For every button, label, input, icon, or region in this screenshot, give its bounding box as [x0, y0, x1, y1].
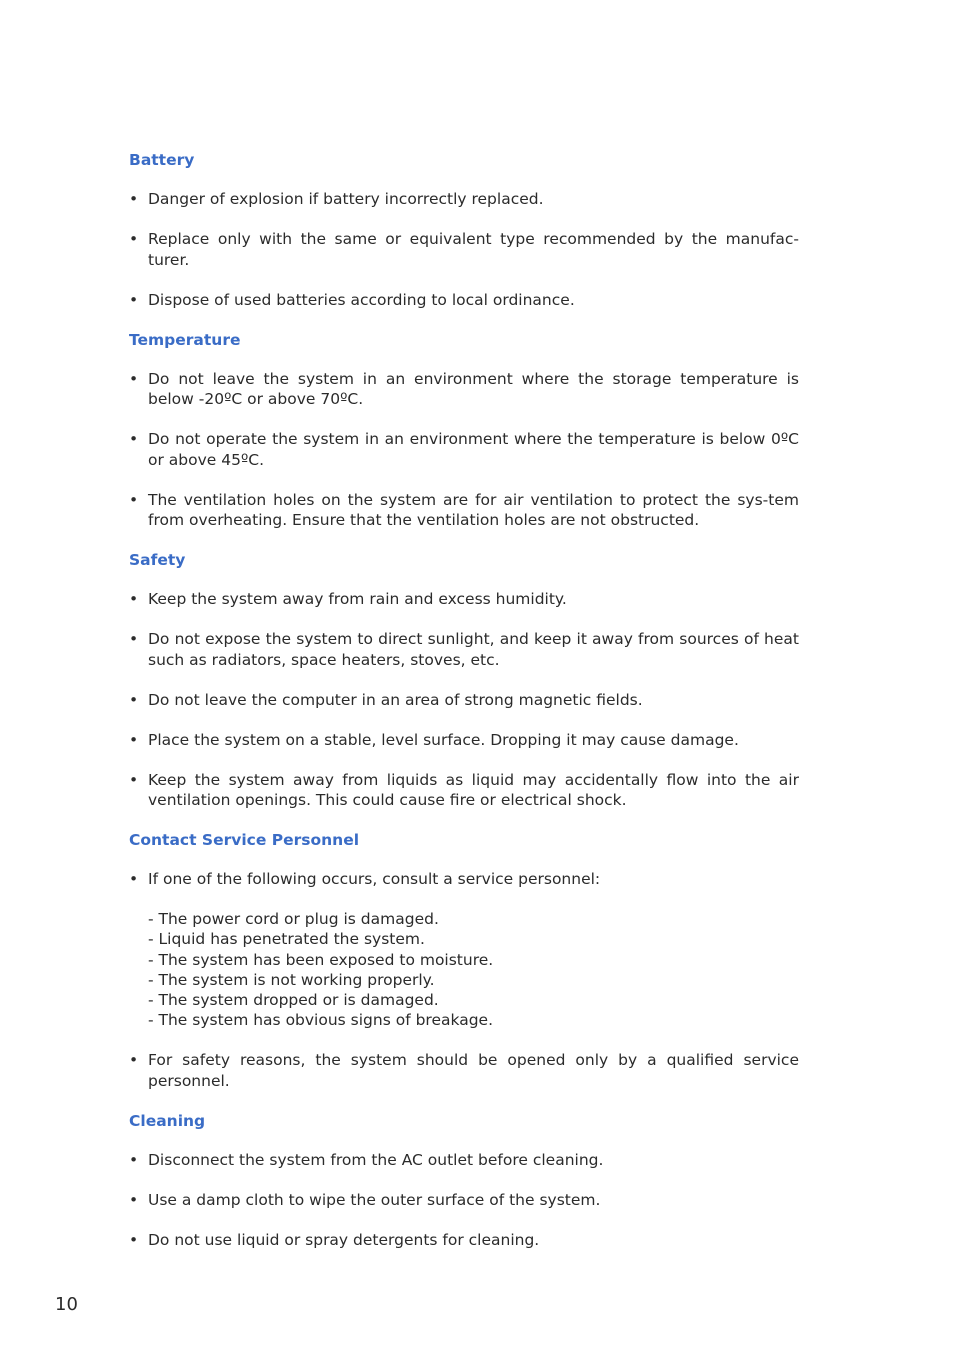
bullet-icon: • — [129, 730, 139, 749]
list-item — [129, 730, 799, 751]
list-item — [129, 189, 799, 210]
bullet-icon: • — [129, 630, 139, 648]
list-item-text: Use a damp cloth to wipe the outer surface of the system. — [148, 1190, 601, 1209]
section-heading-cleaning: Cleaning — [129, 1111, 206, 1130]
sublist-item: - The system is not working properly. — [148, 970, 435, 989]
list-item — [129, 1050, 799, 1091]
list-item — [129, 770, 799, 811]
list-item-text: Keep the system away from liquids as liquid may accidentally flow into the air ventilation openings. This could cause fire or electrical shock. — [148, 770, 799, 809]
bullet-icon: • — [129, 490, 139, 509]
bullet-icon: • — [129, 190, 139, 208]
list-item-text: Do not leave the system in an environment where the storage temperature is below -20ºC or above 70ºC. — [148, 369, 799, 408]
bullet-icon: • — [129, 430, 139, 448]
list-item — [129, 589, 799, 610]
list-item — [129, 690, 799, 711]
list-item — [129, 1190, 799, 1211]
list-item-text: If one of the following occurs, consult a service personnel: — [148, 870, 601, 888]
bullet-icon: • — [129, 1051, 139, 1070]
sublist-item: - Liquid has penetrated the system. — [148, 930, 425, 949]
cleaning-list — [129, 1150, 799, 1251]
service-conditions-sublist — [148, 909, 799, 1031]
list-item — [129, 369, 799, 410]
list-item — [129, 1150, 799, 1171]
safety-content — [129, 150, 799, 1270]
bullet-icon: • — [129, 870, 139, 888]
sublist-item: - The system has obvious signs of breakage. — [148, 1011, 493, 1030]
bullet-icon: • — [129, 230, 139, 248]
sublist-item: - The power cord or plug is damaged. — [148, 910, 439, 928]
safety-list — [129, 589, 799, 811]
list-item-text: Do not leave the computer in an area of strong magnetic fields. — [148, 690, 643, 709]
bullet-icon: • — [129, 290, 139, 309]
list-item — [129, 629, 799, 670]
list-item-text: Keep the system away from rain and excess humidity. — [148, 590, 567, 608]
sublist-item: - The system dropped or is damaged. — [148, 991, 439, 1010]
list-item-text: Do not expose the system to direct sunlight, and keep it away from sources of heat such as radiators, space heaters, stoves, etc. — [148, 630, 799, 669]
battery-list — [129, 189, 799, 310]
list-item — [129, 1230, 799, 1251]
list-item-text: Dispose of used batteries according to local ordinance. — [148, 290, 575, 309]
list-item — [129, 429, 799, 470]
list-item — [129, 290, 799, 311]
list-item — [129, 869, 799, 1031]
bullet-icon: • — [129, 590, 139, 608]
list-item-text: Do not operate the system in an environment where the temperature is below 0ºC or above 45ºC. — [148, 430, 799, 469]
section-heading-safety: Safety — [129, 551, 186, 569]
bullet-icon: • — [129, 1150, 139, 1169]
section-heading-temperature: Temperature — [129, 330, 241, 349]
list-item-text: Replace only with the same or equivalent type recommended by the manufac-turer. — [148, 230, 799, 269]
bullet-icon: • — [129, 770, 139, 789]
sublist-item: - The system has been exposed to moisture. — [148, 950, 494, 969]
bullet-icon: • — [129, 369, 139, 388]
list-item — [129, 229, 799, 270]
section-heading-battery: Battery — [129, 151, 195, 169]
section-heading-contact-service: Contact Service Personnel — [129, 831, 360, 849]
list-item-text: Disconnect the system from the AC outlet before cleaning. — [148, 1150, 604, 1169]
page-number: 10 — [55, 1294, 78, 1315]
list-item-text: For safety reasons, the system should be opened only by a qualified service personnel. — [148, 1051, 799, 1090]
list-item-text: Danger of explosion if battery incorrectly replaced. — [148, 190, 544, 208]
list-item — [129, 490, 799, 531]
temperature-list — [129, 369, 799, 531]
bullet-icon: • — [129, 1230, 139, 1249]
contact-service-list — [129, 869, 799, 1091]
bullet-icon: • — [129, 1190, 139, 1209]
list-item-text: Do not use liquid or spray detergents for cleaning. — [148, 1230, 540, 1249]
list-item-text: Place the system on a stable, level surface. Dropping it may cause damage. — [148, 730, 739, 749]
bullet-icon: • — [129, 690, 139, 709]
list-item-text: The ventilation holes on the system are for air ventilation to protect the sys-tem from overheating. Ensure that the ventilation holes are not obstructed. — [148, 490, 799, 529]
